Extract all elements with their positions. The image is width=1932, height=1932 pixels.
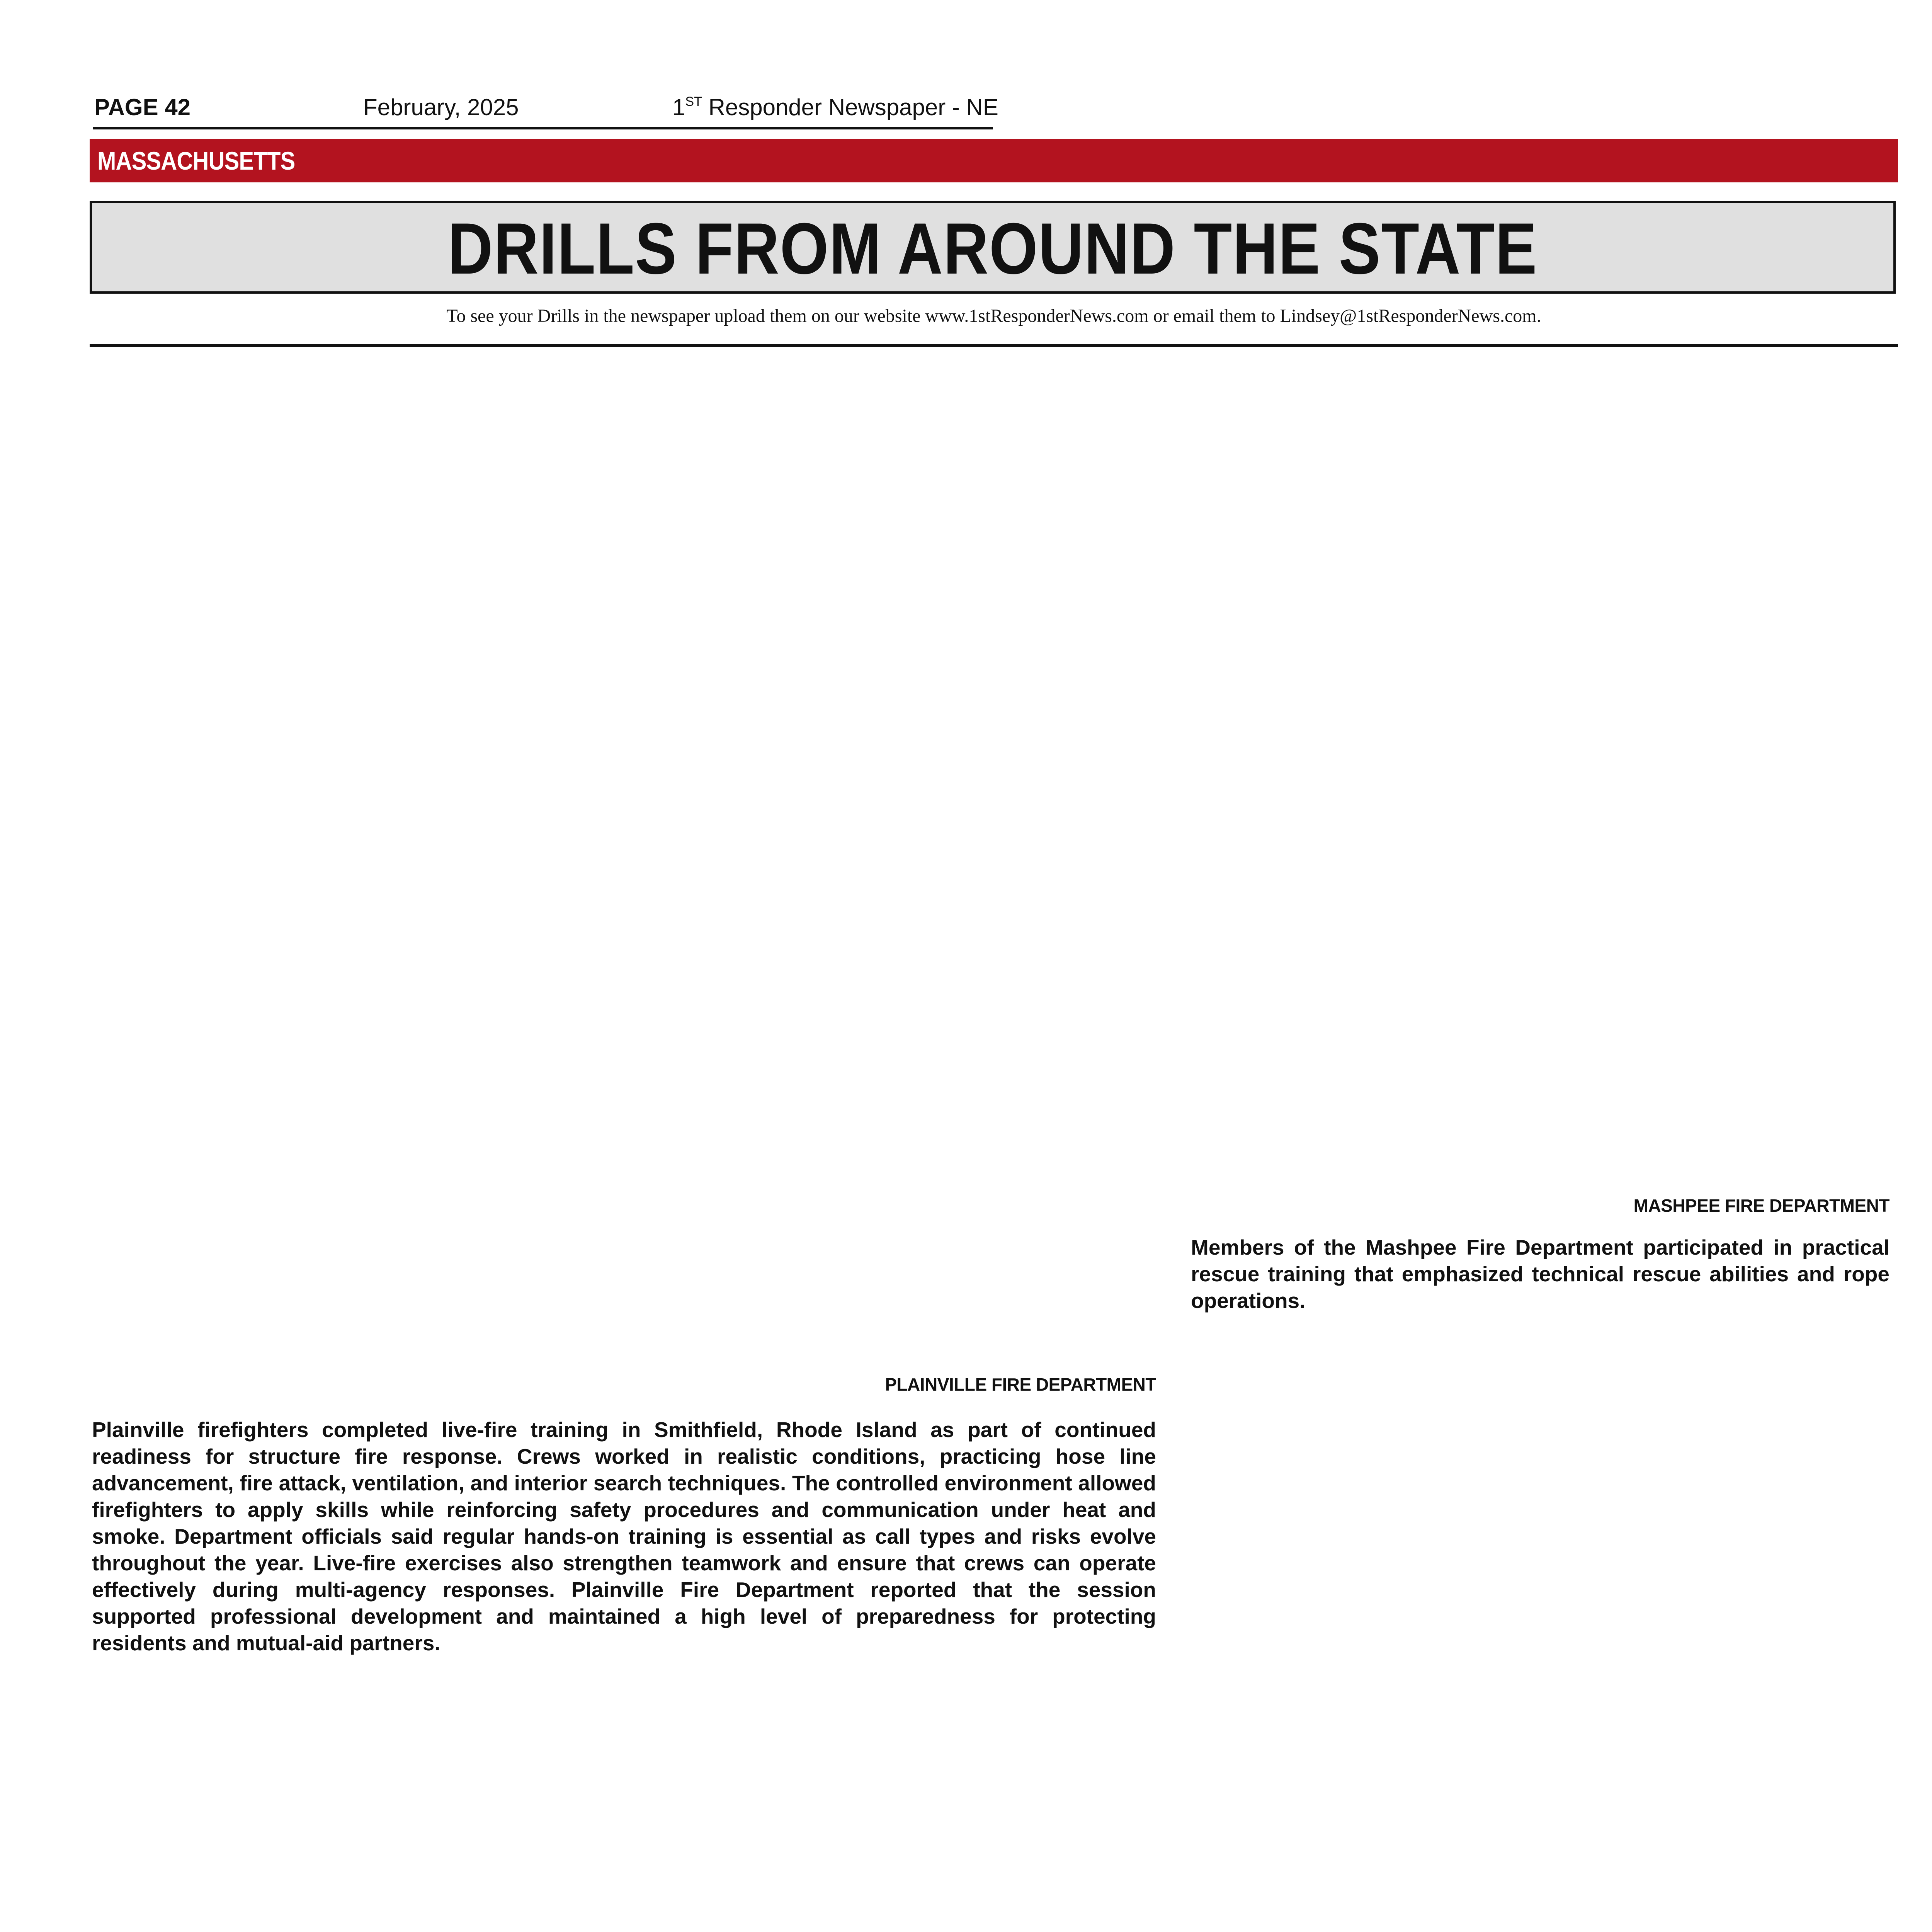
page-title-box bbox=[90, 201, 1896, 294]
header-divider bbox=[90, 344, 1898, 347]
page-number: PAGE 42 bbox=[94, 94, 190, 120]
publication-superscript: ST bbox=[685, 94, 702, 109]
mashpee-caption: Members of the Mashpee Fire Department participated in practical rescue training that emphasized technical rescue abilities and rope operations. bbox=[1191, 1235, 1889, 1313]
plainville-heading: PLAINVILLE FIRE DEPARTMENT bbox=[885, 1374, 1156, 1395]
publication-prefix: 1 bbox=[672, 94, 685, 120]
issue-date: February, 2025 bbox=[363, 94, 519, 120]
page-title: DRILLS FROM AROUND THE STATE bbox=[447, 208, 1538, 289]
plainville-caption: Plainville firefighters completed live-fire training in Smithfield, Rhode Island as part of continued readiness for structure fire response. Crews worked in realistic conditions, practicing hose line advancement, fire attack, ventilation, and interior search techniques. The controlled environment allowed firefighters to apply skills while reinforcing safety procedures and communication under heat and smoke. Department officials said regular hands-on training is essential as call types and risks evolve throughout the year. Live-fire exercises also strengthen teamwork and ensure that crews can operate effectively during multi-agency responses. Plainville Fire Department reported that the session supported professional development and maintained a high level of preparedness for protecting residents and mutual-aid partners. bbox=[92, 1418, 1156, 1655]
section-band bbox=[90, 139, 1898, 182]
upload-note: To see your Drills in the newspaper upload them on our website www.1stResponderNews.com or email them to Lindsey@1stResponderNews.com. bbox=[446, 306, 1541, 326]
publication-suffix: Responder Newspaper - NE bbox=[702, 94, 998, 120]
running-header bbox=[93, 92, 998, 129]
section-label: MASSACHUSETTS bbox=[97, 146, 295, 175]
mashpee-heading: MASHPEE FIRE DEPARTMENT bbox=[1633, 1196, 1889, 1216]
publication-name bbox=[672, 92, 998, 123]
